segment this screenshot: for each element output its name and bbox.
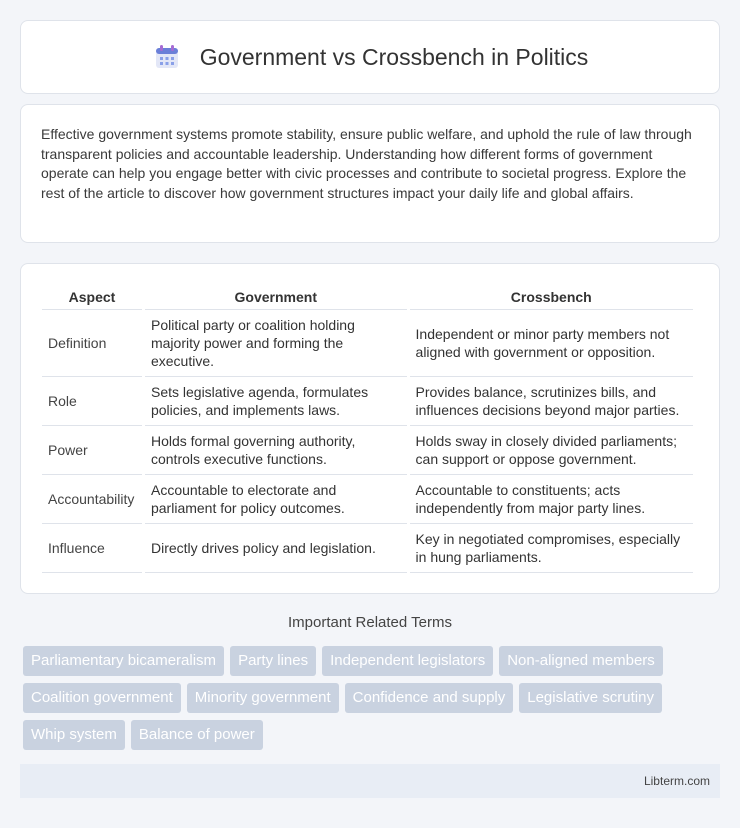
table-row [42, 310, 693, 377]
related-term-tag[interactable]: Independent legislators [322, 646, 493, 676]
cell-aspect: Influence [42, 524, 142, 573]
cell-crossbench: Key in negotiated compromises, especially in hung parliaments. [410, 524, 693, 573]
related-term-tag[interactable]: Legislative scrutiny [519, 683, 662, 713]
cell-government: Sets legislative agenda, formulates policies, and implements laws. [145, 377, 407, 426]
cell-government: Directly drives policy and legislation. [145, 524, 407, 573]
cell-crossbench: Provides balance, scrutinizes bills, and influences decisions beyond major parties. [410, 377, 693, 426]
table-row [42, 426, 693, 475]
intro-card [20, 104, 720, 243]
related-term-tag[interactable]: Parliamentary bicameralism [23, 646, 224, 676]
table-row [42, 377, 693, 426]
comparison-table [39, 284, 696, 573]
related-terms-list [23, 646, 723, 750]
calendar-icon [152, 42, 182, 72]
footer [20, 764, 720, 798]
cell-crossbench: Accountable to constituents; acts independently from major party lines. [410, 475, 693, 524]
table-row [42, 475, 693, 524]
related-terms-title: Important Related Terms [288, 614, 452, 631]
comparison-table-card [20, 263, 720, 594]
cell-government: Accountable to electorate and parliament for policy outcomes. [145, 475, 407, 524]
related-term-tag[interactable]: Whip system [23, 720, 125, 750]
related-term-tag[interactable]: Balance of power [131, 720, 263, 750]
cell-crossbench: Holds sway in closely divided parliaments; can support or oppose government. [410, 426, 693, 475]
cell-aspect: Definition [42, 310, 142, 377]
table-row [42, 524, 693, 573]
intro-text: Effective government systems promote stability, ensure public welfare, and uphold the rule of law through transparent policies and accountable leadership. Understanding how different forms of government operate can help you engage better with civic processes and contribute to societal progress. Explore the rest of the article to discover how government structures impact your daily life and global affairs. [41, 126, 692, 201]
header-aspect: Aspect [42, 284, 142, 310]
header-government: Government [145, 284, 407, 310]
related-term-tag[interactable]: Minority government [187, 683, 339, 713]
header-crossbench: Crossbench [410, 284, 693, 310]
cell-government: Holds formal governing authority, controls executive functions. [145, 426, 407, 475]
related-term-tag[interactable]: Party lines [230, 646, 316, 676]
footer-site-link[interactable]: Libterm.com [643, 774, 710, 788]
related-term-tag[interactable]: Coalition government [23, 683, 181, 713]
cell-crossbench: Independent or minor party members not aligned with government or opposition. [410, 310, 693, 377]
related-term-tag[interactable]: Non-aligned members [499, 646, 663, 676]
page-title: Government vs Crossbench in Politics [199, 43, 589, 70]
cell-aspect: Accountability [42, 475, 142, 524]
cell-aspect: Role [42, 377, 142, 426]
cell-government: Political party or coalition holding majority power and forming the executive. [145, 310, 407, 377]
related-term-tag[interactable]: Confidence and supply [345, 683, 514, 713]
header-card [20, 20, 720, 94]
cell-aspect: Power [42, 426, 142, 475]
